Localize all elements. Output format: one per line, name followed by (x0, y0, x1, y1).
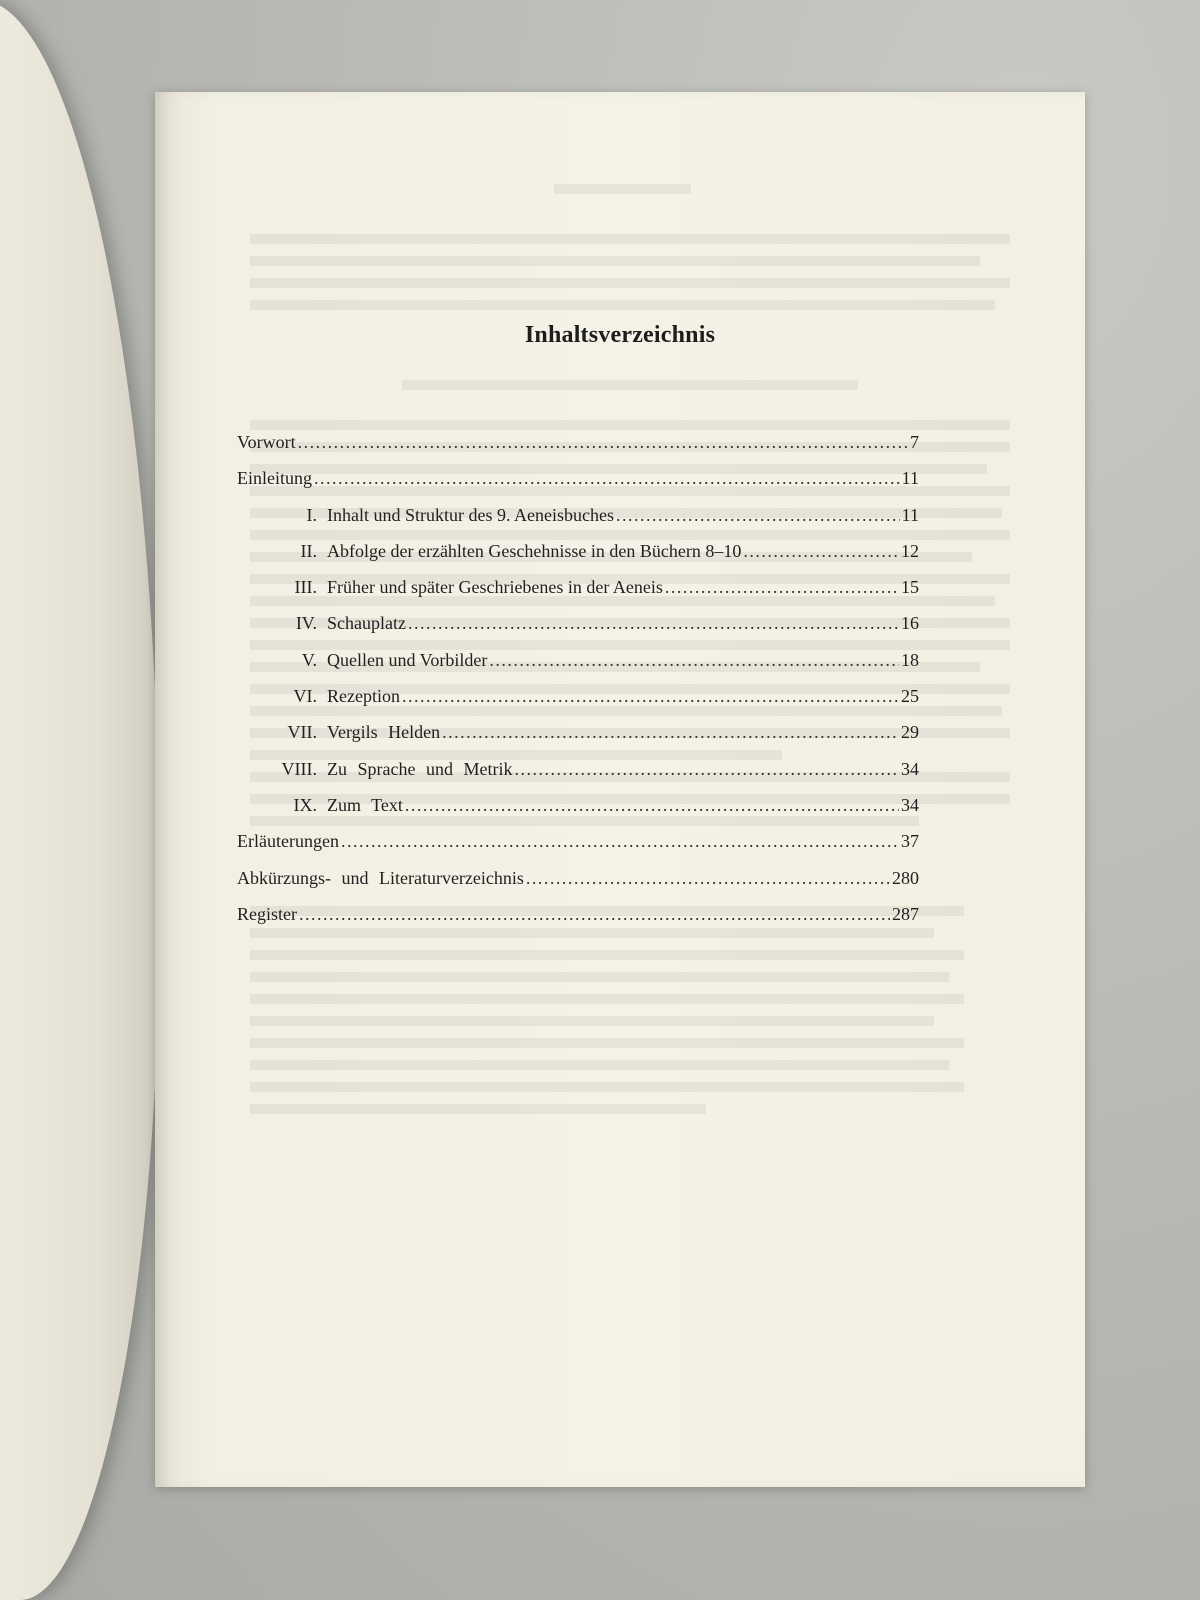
toc-entry (237, 722, 919, 758)
toc-entry-label: Zum Text (327, 794, 403, 815)
table-of-contents (237, 432, 919, 940)
toc-leader-dots (405, 795, 899, 816)
toc-entry-page: 15 (901, 577, 919, 598)
toc-leader-dots (665, 577, 899, 598)
toc-entry-number: V. (301, 649, 317, 670)
toc-leader-dots (526, 868, 890, 889)
toc-entry-page: 280 (892, 867, 919, 888)
toc-entry (237, 904, 919, 940)
toc-entry-label: Früher und später Geschriebenes in der Aeneis (327, 577, 663, 598)
toc-entry-page: 11 (901, 504, 919, 525)
toc-entry-page: 18 (901, 649, 919, 670)
toc-entry-label: Register (237, 903, 297, 924)
toc-entry-number: IV. (295, 613, 317, 634)
toc-leader-dots (514, 759, 899, 780)
toc-leader-dots (616, 505, 900, 526)
toc-entry-page: 7 (910, 432, 919, 452)
toc-entry-label: Abkürzungs- und Literaturverzeichnis (237, 867, 524, 888)
toc-entry (237, 577, 919, 613)
toc-entry (237, 613, 919, 649)
toc-leader-dots (408, 613, 899, 634)
toc-entry-page: 34 (901, 794, 919, 815)
toc-entry-page: 12 (901, 540, 919, 561)
toc-entry-label: Schauplatz (327, 613, 406, 634)
toc-entry (237, 868, 919, 904)
toc-entry (237, 468, 919, 504)
toc-entry-label: Quellen und Vorbilder (327, 649, 488, 670)
toc-entry-label: Erläuterungen (237, 831, 339, 852)
toc-leader-dots (314, 468, 900, 489)
toc-leader-dots (489, 650, 899, 671)
toc-page (155, 92, 1085, 1487)
toc-entry-label: Zu Sprache und Metrik (327, 758, 513, 779)
toc-entry (237, 505, 919, 541)
toc-entry (237, 432, 919, 468)
toc-entry-number: II. (300, 540, 317, 561)
toc-entry-label: Einleitung (237, 468, 312, 489)
toc-entry-label: Inhalt und Struktur des 9. Aeneisbuches (327, 504, 614, 525)
toc-entry (237, 541, 919, 577)
toc-entry-number: III. (294, 577, 317, 598)
toc-leader-dots (402, 686, 899, 707)
toc-entry-number: VIII. (281, 758, 317, 779)
toc-entry-number: IX. (293, 794, 317, 815)
toc-entry (237, 650, 919, 686)
toc-entry-page: 29 (901, 722, 919, 743)
toc-entry-page: 34 (901, 758, 919, 779)
toc-entry-page: 16 (901, 613, 919, 634)
toc-entry-label: Abfolge der erzählten Geschehnisse in den Büchern 8–10 (327, 540, 742, 561)
toc-leader-dots (299, 904, 890, 925)
toc-entry-page: 287 (892, 903, 919, 924)
toc-title: Inhaltsverzeichnis (524, 322, 716, 348)
toc-leader-dots (442, 722, 899, 743)
toc-leader-dots (341, 831, 899, 852)
toc-entry-number: VI. (293, 686, 317, 707)
toc-entry-page: 25 (901, 686, 919, 707)
toc-entry-number: I. (306, 504, 317, 525)
toc-entry (237, 831, 919, 867)
toc-entry (237, 759, 919, 795)
toc-entry-page: 11 (901, 468, 919, 489)
toc-entry-label: Rezeption (327, 686, 400, 707)
toc-entry (237, 795, 919, 831)
toc-entry-label: Vorwort (237, 432, 296, 452)
toc-leader-dots (298, 432, 908, 453)
toc-entry-number: VII. (287, 722, 317, 743)
toc-entry-page: 37 (901, 831, 919, 852)
toc-leader-dots (743, 541, 899, 562)
toc-entry (237, 686, 919, 722)
toc-entry-label: Vergils Helden (327, 722, 441, 743)
left-book-page (0, 0, 160, 1600)
